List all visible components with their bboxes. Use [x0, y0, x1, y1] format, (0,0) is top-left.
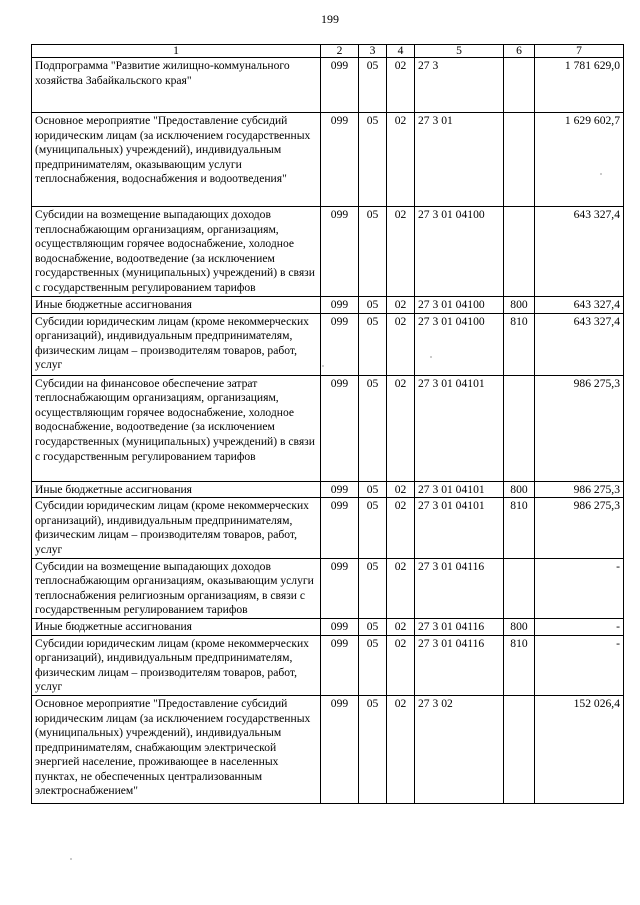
table-row	[32, 297, 624, 314]
row-target-cell: 27 3 01 04100	[415, 297, 504, 314]
row-amount-cell: 986 275,3	[535, 498, 624, 558]
column-header: 3	[359, 45, 387, 58]
row-subsection-cell: 02	[387, 498, 415, 558]
row-type-cell	[504, 695, 535, 803]
row-amount-cell: -	[535, 618, 624, 635]
row-code-cell: 099	[321, 635, 359, 695]
row-code-cell: 099	[321, 558, 359, 618]
row-code-cell: 099	[321, 58, 359, 113]
row-target-cell: 27 3 01 04101	[415, 375, 504, 481]
column-header: 4	[387, 45, 415, 58]
table-row	[32, 207, 624, 297]
row-amount-cell: 643 327,4	[535, 297, 624, 314]
row-name-cell: Основное мероприятие "Предоставление субсидий юридическим лицам (за исключением государственных (муниципальных) учреждений), индивидуальным предпринимателям, оказывающим услуги теплоснабжения, водоснабжения и водоотведения"	[32, 113, 321, 207]
table-row	[32, 635, 624, 695]
row-code-cell: 099	[321, 113, 359, 207]
row-type-cell	[504, 207, 535, 297]
table-row	[32, 618, 624, 635]
row-name-cell: Субсидии на финансовое обеспечение затрат теплоснабжающим организациям, организациям, осуществляющим горячее водоснабжение, холодное водоснабжение, водоотведение (за исключением государственных (муниципальных) учреждений) в связи с государственным регулированием тарифов	[32, 375, 321, 481]
row-name-cell: Подпрограмма "Развитие жилищно-коммунального хозяйства Забайкальского края"	[32, 58, 321, 113]
row-amount-cell: 643 327,4	[535, 207, 624, 297]
row-subsection-cell: 02	[387, 618, 415, 635]
row-amount-cell: 1 781 629,0	[535, 58, 624, 113]
row-code-cell: 099	[321, 498, 359, 558]
scan-speck	[70, 858, 72, 860]
table-row	[32, 58, 624, 113]
row-code-cell: 099	[321, 297, 359, 314]
row-section-cell: 05	[359, 635, 387, 695]
row-name-cell: Субсидии на возмещение выпадающих доходов теплоснабжающим организациям, организациям, осуществляющим горячее водоснабжение, холодное водоснабжение, водоотведение (за исключением государственных (муниципальных) учреждений) в связи с государственным регулированием тарифов	[32, 207, 321, 297]
row-section-cell: 05	[359, 481, 387, 498]
row-target-cell: 27 3 01	[415, 113, 504, 207]
row-amount-cell: -	[535, 558, 624, 618]
row-subsection-cell: 02	[387, 58, 415, 113]
row-subsection-cell: 02	[387, 481, 415, 498]
column-header: 6	[504, 45, 535, 58]
row-name-cell: Субсидии юридическим лицам (кроме некоммерческих организаций), индивидуальным предпринимателям, физическим лицам – производителям товаров, работ, услуг	[32, 498, 321, 558]
row-type-cell	[504, 558, 535, 618]
row-subsection-cell: 02	[387, 635, 415, 695]
table-row	[32, 375, 624, 481]
budget-table	[31, 44, 624, 804]
row-section-cell: 05	[359, 313, 387, 375]
row-subsection-cell: 02	[387, 113, 415, 207]
row-target-cell: 27 3 01 04116	[415, 618, 504, 635]
row-amount-cell: 152 026,4	[535, 695, 624, 803]
table-row	[32, 481, 624, 498]
row-section-cell: 05	[359, 618, 387, 635]
row-type-cell: 810	[504, 635, 535, 695]
row-section-cell: 05	[359, 297, 387, 314]
row-name-cell: Субсидии на возмещение выпадающих доходов теплоснабжающим организациям, оказывающим услуги теплоснабжения религиозным организациям, в связи с государственным регулированием тарифов	[32, 558, 321, 618]
row-section-cell: 05	[359, 695, 387, 803]
page-number: 199	[321, 12, 339, 26]
row-amount-cell: -	[535, 635, 624, 695]
row-name-cell: Субсидии юридическим лицам (кроме некоммерческих организаций), индивидуальным предпринимателям, физическим лицам – производителям товаров, работ, услуг	[32, 313, 321, 375]
row-target-cell: 27 3 01 04100	[415, 313, 504, 375]
column-header: 5	[415, 45, 504, 58]
row-amount-cell: 643 327,4	[535, 313, 624, 375]
row-name-cell: Основное мероприятие "Предоставление субсидий юридическим лицам (за исключением государственных (муниципальных) учреждений), индивидуальным предпринимателям, снабжающим электрической энергией население, проживающее в населенных пунктах, не обеспеченных централизованным электроснабжением"	[32, 695, 321, 803]
row-type-cell	[504, 58, 535, 113]
row-amount-cell: 986 275,3	[535, 375, 624, 481]
row-section-cell: 05	[359, 498, 387, 558]
row-subsection-cell: 02	[387, 297, 415, 314]
row-name-cell: Иные бюджетные ассигнования	[32, 618, 321, 635]
row-type-cell: 800	[504, 481, 535, 498]
row-amount-cell: 1 629 602,7	[535, 113, 624, 207]
row-type-cell: 810	[504, 498, 535, 558]
column-header: 2	[321, 45, 359, 58]
row-code-cell: 099	[321, 207, 359, 297]
row-target-cell: 27 3 01 04101	[415, 498, 504, 558]
row-name-cell: Субсидии юридическим лицам (кроме некоммерческих организаций), индивидуальным предпринимателям, физическим лицам – производителям товаров, работ, услуг	[32, 635, 321, 695]
row-section-cell: 05	[359, 207, 387, 297]
row-type-cell: 800	[504, 618, 535, 635]
row-code-cell: 099	[321, 481, 359, 498]
row-section-cell: 05	[359, 375, 387, 481]
row-code-cell: 099	[321, 313, 359, 375]
column-header: 1	[32, 45, 321, 58]
row-subsection-cell: 02	[387, 558, 415, 618]
table-row	[32, 498, 624, 558]
row-subsection-cell: 02	[387, 313, 415, 375]
row-code-cell: 099	[321, 695, 359, 803]
row-code-cell: 099	[321, 375, 359, 481]
row-section-cell: 05	[359, 558, 387, 618]
row-target-cell: 27 3 01 04101	[415, 481, 504, 498]
table-row	[32, 113, 624, 207]
row-section-cell: 05	[359, 113, 387, 207]
row-code-cell: 099	[321, 618, 359, 635]
row-section-cell: 05	[359, 58, 387, 113]
scan-speck	[600, 173, 602, 175]
table-row	[32, 558, 624, 618]
row-target-cell: 27 3 01 04116	[415, 635, 504, 695]
row-type-cell	[504, 375, 535, 481]
scan-speck	[322, 365, 324, 367]
table-row	[32, 695, 624, 803]
row-target-cell: 27 3 01 04100	[415, 207, 504, 297]
row-subsection-cell: 02	[387, 695, 415, 803]
row-target-cell: 27 3	[415, 58, 504, 113]
row-name-cell: Иные бюджетные ассигнования	[32, 297, 321, 314]
row-target-cell: 27 3 02	[415, 695, 504, 803]
header-row	[32, 45, 624, 58]
row-type-cell	[504, 113, 535, 207]
row-amount-cell: 986 275,3	[535, 481, 624, 498]
scan-speck	[430, 356, 432, 358]
row-name-cell: Иные бюджетные ассигнования	[32, 481, 321, 498]
row-type-cell: 800	[504, 297, 535, 314]
row-target-cell: 27 3 01 04116	[415, 558, 504, 618]
row-subsection-cell: 02	[387, 375, 415, 481]
table-row	[32, 313, 624, 375]
column-header: 7	[535, 45, 624, 58]
row-type-cell: 810	[504, 313, 535, 375]
row-subsection-cell: 02	[387, 207, 415, 297]
